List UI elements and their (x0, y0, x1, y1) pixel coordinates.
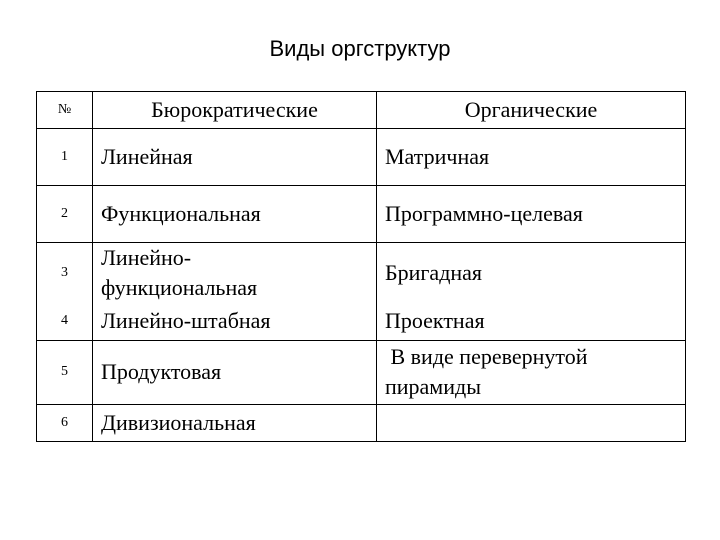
table-row (37, 404, 686, 441)
bureaucratic-cell: Функциональная (93, 186, 377, 243)
organic-cell: Проектная (377, 303, 686, 340)
header-organic: Органические (377, 92, 686, 129)
table-row (37, 303, 686, 340)
bureaucratic-cell: Линейно-штабная (93, 303, 377, 340)
slide-title: Виды оргструктур (269, 36, 451, 61)
bureaucratic-cell: Дивизиональная (93, 404, 377, 441)
bureaucratic-cell (93, 243, 377, 304)
bureaucratic-text: Линейно- функциональная (101, 245, 258, 300)
organic-cell (377, 340, 686, 404)
row-num: 5 (37, 340, 93, 404)
row-num: 4 (37, 303, 93, 340)
organic-cell: Бригадная (377, 243, 686, 304)
table-row (37, 186, 686, 243)
organic-text: В виде перевернутой пирамиды (385, 344, 588, 399)
org-structures-table (36, 91, 686, 442)
row-num: 6 (37, 404, 93, 441)
row-num: 2 (37, 186, 93, 243)
header-bureaucratic: Бюрократические (93, 92, 377, 129)
table-row (37, 129, 686, 186)
organic-cell (377, 404, 686, 441)
table-row (37, 340, 686, 404)
table-row (37, 243, 686, 304)
bureaucratic-cell: Продуктовая (93, 340, 377, 404)
row-num: 3 (37, 243, 93, 304)
header-num: № (37, 92, 93, 129)
bureaucratic-cell: Линейная (93, 129, 377, 186)
table-header-row (37, 92, 686, 129)
organic-cell: Программно-целевая (377, 186, 686, 243)
organic-cell: Матричная (377, 129, 686, 186)
row-num: 1 (37, 129, 93, 186)
